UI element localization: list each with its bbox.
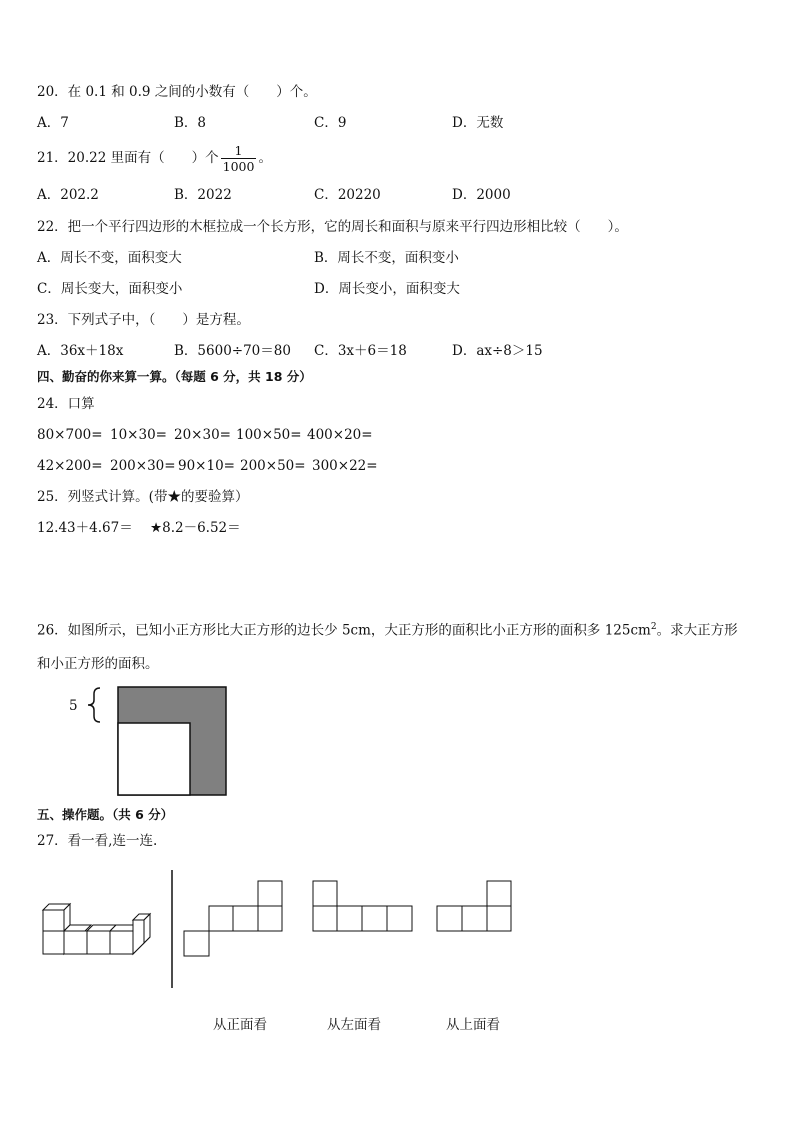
q26-figure-label: 5 — [69, 698, 78, 714]
q27-view-3[interactable] — [436, 880, 514, 934]
q23-option-b[interactable]: B．5600÷70＝80 — [174, 343, 291, 359]
q24-r1-c2: 10×30= — [110, 427, 167, 443]
q20-stem: 20．在 0.1 和 0.9 之间的小数有（ ）个。 — [37, 84, 317, 100]
q26-line1-suffix: 。求大正方形 — [656, 622, 738, 639]
q26-line1-prefix: 26．如图所示，已知小正方形比大正方形的边长少 5cm，大正方形的面积比小正方形的面积多 125cm — [37, 622, 651, 639]
q23-option-a[interactable]: A．36x＋18x — [37, 343, 124, 359]
q26-superscript: 2 — [650, 622, 657, 632]
q21-option-a[interactable]: A．202.2 — [37, 187, 99, 203]
q25-title: 25．列竖式计算。(带★的要验算） — [37, 489, 249, 505]
q27-view-label-top[interactable]: 从上面看 — [446, 1017, 500, 1033]
q20-option-d[interactable]: D．无数 — [452, 115, 504, 131]
q23-option-c[interactable]: C．3x＋6＝18 — [314, 343, 407, 359]
q21-option-c[interactable]: C．20220 — [314, 187, 381, 203]
q21-stem — [37, 140, 272, 176]
q26-brace — [88, 688, 100, 722]
q24-r2-c3: 90×10= — [178, 458, 235, 474]
q26-line2: 和小正方形的面积。 — [37, 656, 159, 672]
q27-view-label-left[interactable]: 从左面看 — [327, 1017, 381, 1033]
q27-divider — [170, 870, 174, 990]
q27-view-2[interactable] — [312, 880, 414, 934]
q22-option-b[interactable]: B．周长不变，面积变小 — [314, 250, 459, 266]
q24-r1-c3: 20×30= — [174, 427, 231, 443]
q22-option-c[interactable]: C．周长变大，面积变小 — [37, 281, 183, 297]
q22-option-d[interactable]: D．周长变小，面积变大 — [314, 281, 460, 297]
q24-r2-c5: 300×22= — [312, 458, 378, 474]
q23-option-d[interactable]: D．ax÷8＞15 — [452, 343, 543, 359]
q26-line1 — [37, 618, 738, 640]
q20-option-c[interactable]: C．9 — [314, 115, 347, 131]
q21-stem-prefix: 21．20.22 里面有（ ）个 — [37, 150, 219, 166]
q21-option-b[interactable]: B．2022 — [174, 187, 232, 203]
q27-cube-solid — [40, 900, 155, 960]
q24-r2-c2: 200×30= — [110, 458, 176, 474]
section5-heading: 五、操作题。（共 6 分） — [37, 807, 174, 822]
q27-title: 27．看一看,连一连. — [37, 833, 158, 849]
q20-option-a[interactable]: A．7 — [37, 115, 69, 131]
q27-view-1[interactable] — [183, 880, 285, 958]
q20-option-b[interactable]: B．8 — [174, 115, 207, 131]
q26-squares-figure — [80, 684, 240, 800]
q27-view-label-front[interactable]: 从正面看 — [213, 1017, 267, 1033]
q24-r2-c4: 200×50= — [240, 458, 306, 474]
q25-item-1: 12.43＋4.67＝ — [37, 520, 133, 536]
q24-r1-c1: 80×700= — [37, 427, 103, 443]
q24-title: 24．口算 — [37, 396, 95, 412]
q23-stem: 23．下列式子中，（ ）是方程。 — [37, 312, 250, 328]
q24-r1-c4: 100×50= — [236, 427, 302, 443]
q22-stem: 22．把一个平行四边形的木框拉成一个长方形，它的周长和面积与原来平行四边形相比较（ ）。 — [37, 219, 628, 235]
q26-small-square — [118, 723, 190, 795]
q21-fraction — [221, 143, 257, 174]
q21-fraction-numerator: 1 — [221, 143, 257, 159]
q21-stem-suffix: 。 — [258, 150, 272, 166]
q21-fraction-denominator: 1000 — [222, 159, 255, 174]
q25-item-2: ★8.2－6.52＝ — [150, 520, 241, 536]
q22-option-a[interactable]: A．周长不变，面积变大 — [37, 250, 182, 266]
q21-option-d[interactable]: D．2000 — [452, 187, 511, 203]
q24-r1-c5: 400×20= — [307, 427, 373, 443]
section4-heading: 四、勤奋的你来算一算。（每题 6 分，共 18 分） — [37, 369, 312, 384]
q24-r2-c1: 42×200= — [37, 458, 103, 474]
